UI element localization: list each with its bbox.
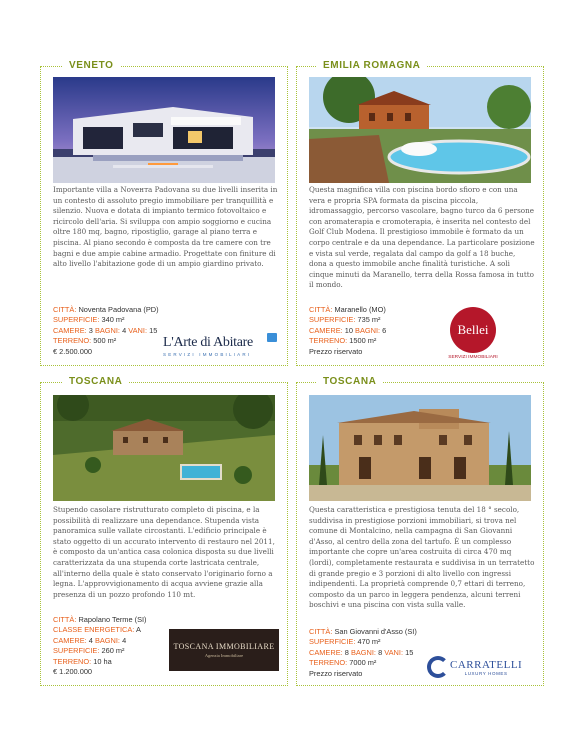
vani-value: 15 — [149, 325, 158, 335]
agency-logo-arte-di-abitare — [163, 335, 279, 363]
baths-label: BAGNI: — [94, 635, 120, 645]
rooms-label: CAMERE: — [53, 325, 87, 335]
bellei-circle — [450, 307, 496, 353]
listing-card-veneto — [40, 60, 288, 366]
agency-tagline: Agenzia Immobiliare — [204, 653, 244, 658]
vani-label: VANI: — [128, 325, 148, 335]
surface-label: SUPERFICIE: — [309, 315, 356, 325]
carratelli-c-icon — [427, 656, 449, 678]
energy-class-value: A — [135, 625, 141, 635]
property-description: Importante villa a Novента Padovana su due livelli inserita in un contesto di assoluto pregio immobiliare per tranquillità e silenzio. Nuova e dotata di impianto termico fotovoltaico e ricircolo dell'aria. Si sviluppa con ampio soggiorno e cucina oltre 180 mq, bagno, ripostiglio, garage al piano terra e piscina. Al piano secondo è composta da tre camere con tre bagni e due ampie cabine armadio. Progettate con finiture di alto livello l'abitazione gode di un ampio giardino privato. — [53, 185, 278, 269]
vani-value: 15 — [405, 647, 414, 657]
city-value: Rapolano Terme (SI) — [78, 615, 147, 624]
rooms-value: 10 — [344, 325, 353, 335]
rooms-label: CAMERE: — [309, 647, 343, 657]
land-label: TERRENO: — [53, 656, 92, 666]
land-value: 500 m² — [93, 336, 117, 346]
property-specs — [53, 615, 147, 677]
agency-logo-toscana-immobiliare — [169, 629, 279, 671]
city-label: CITTÀ: — [53, 615, 77, 624]
agency-tagline: LUXURY HOMES — [464, 670, 508, 676]
agency-name: CARRATELLI — [450, 658, 523, 671]
price: Prezzo riservato — [309, 668, 363, 678]
baths-label: BAGNI: — [350, 647, 376, 657]
rooms-value: 3 — [88, 325, 93, 335]
property-specs — [309, 305, 386, 357]
baths-label: BAGNI: — [355, 325, 381, 335]
property-description: Questa caratteristica e prestigiosa tenuta del 18 ° secolo, suddivisa in prestigiose porzioni immobiliari, si trova nel comune di Montalcino, nella campagna di San Giovanni d'Asso, al centro della zona del tartufo. È un complesso importante che copre un'area costruita di circa 470 mq (lordi), completamente restaurata e suddivisa in un terratetto di grande pregio e 3 porzioni di alto livello con ingressi indipendenti. La proprietà comprende 0,7 ettari di terreno, composto da un parco in leggera pendenza, alcuni terreni boschivi e una piscina con vista sulla valle. — [309, 505, 535, 610]
city-value: San Giovanni d'Asso (SI) — [334, 627, 417, 636]
region-title: VENETO — [63, 59, 120, 73]
region-title: TOSCANA — [317, 375, 382, 389]
baths-value: 4 — [122, 635, 127, 645]
surface-value: 470 m² — [357, 637, 381, 647]
agency-logo-carratelli — [427, 653, 537, 681]
surface-label: SUPERFICIE: — [53, 646, 100, 656]
land-value: 7000 m² — [349, 658, 377, 668]
rooms-label: CAMERE: — [309, 325, 343, 335]
baths-value: 6 — [382, 325, 387, 335]
price: Prezzo riservato — [309, 346, 363, 356]
listing-card-toscana-san-giovanni — [296, 376, 544, 686]
region-title: TOSCANA — [63, 375, 128, 389]
city-value: Maranello (MO) — [334, 305, 386, 314]
land-label: TERRENO: — [53, 336, 92, 346]
city-value: Noventa Padovana (PD) — [78, 305, 159, 314]
property-photo — [53, 395, 275, 501]
property-photo — [53, 77, 275, 183]
city-label: CITTÀ: — [309, 305, 333, 314]
house-icon — [267, 333, 277, 342]
land-label: TERRENO: — [309, 336, 348, 346]
baths-value: 4 — [122, 325, 127, 335]
surface-label: SUPERFICIE: — [309, 637, 356, 647]
price: € 2.500.000 — [53, 346, 93, 356]
city-label: CITTÀ: — [309, 627, 333, 636]
surface-value: 340 m² — [101, 315, 125, 325]
property-specs — [309, 627, 417, 679]
rooms-value: 8 — [344, 647, 349, 657]
property-specs — [53, 305, 159, 357]
agency-name: TOSCANA IMMOBILIARE — [173, 642, 275, 651]
price: € 1.200.000 — [53, 667, 93, 677]
surface-label: SUPERFICIE: — [53, 315, 100, 325]
land-value: 1500 m² — [349, 336, 377, 346]
city-label: CITTÀ: — [53, 305, 77, 314]
baths-label: BAGNI: — [94, 325, 120, 335]
land-label: TERRENO: — [309, 658, 348, 668]
region-title: EMILIA ROMAGNA — [317, 59, 426, 73]
surface-value: 260 m² — [101, 646, 125, 656]
property-description: Questa magnifica villa con piscina bordo sfioro e con una vera e propria SPA formata da piscina piccola, idromassaggio, percorso vascolare, bagno turco da 6 persone con aromaterapia e cromoterapia, è inserita nel contesto del Golf Club Modena. Il prestigioso immobile è formato da un corpo centrale e da una dependance. La particolare posizione e vista sul verde, regalata dal campo da golf a 18 buche, dona a questo immobile anche finalità turistiche. A soli cinque minuti da Maranello, terra della Rossa famosa in tutto il mondo. — [309, 185, 535, 290]
rooms-label: CAMERE: — [53, 635, 87, 645]
vani-label: VANI: — [384, 647, 404, 657]
agency-name: Bellei — [457, 322, 489, 337]
agency-logo-bellei — [443, 307, 503, 363]
agency-tagline: SERVIZI IMMOBILIARI — [448, 355, 498, 360]
rooms-value: 4 — [88, 635, 93, 645]
listing-card-emilia-romagna — [296, 60, 544, 366]
surface-value: 735 m² — [357, 315, 381, 325]
energy-class-label: CLASSE ENERGETICA: — [53, 625, 135, 635]
property-description: Stupendo casolare ristrutturato completo di piscina, e la possibilità di realizzare una dependance. Stupenda vista panoramica sulle vallate circostanti. L'edificio principale è stato oggetto di un accurato intervento di restauro nel 2011, è composto da un'antica casa colonica disposta su due livelli caratterizzata da una stupenda corte lastricata centrale, all'interno della quale è stato conservato l'originario forno a legna. L'approvvigionamento di acqua avviene grazie alla presenza di un pozzo profondo 110 mt. — [53, 505, 275, 599]
agency-tagline: SERVIZI IMMOBILIARI — [163, 352, 252, 357]
property-photo — [309, 77, 531, 183]
listing-card-toscana-rapolano — [40, 376, 288, 686]
land-value: 10 ha — [93, 656, 112, 666]
property-photo — [309, 395, 531, 501]
agency-name: L'Arte di Abitare — [163, 335, 253, 350]
baths-value: 8 — [378, 647, 383, 657]
